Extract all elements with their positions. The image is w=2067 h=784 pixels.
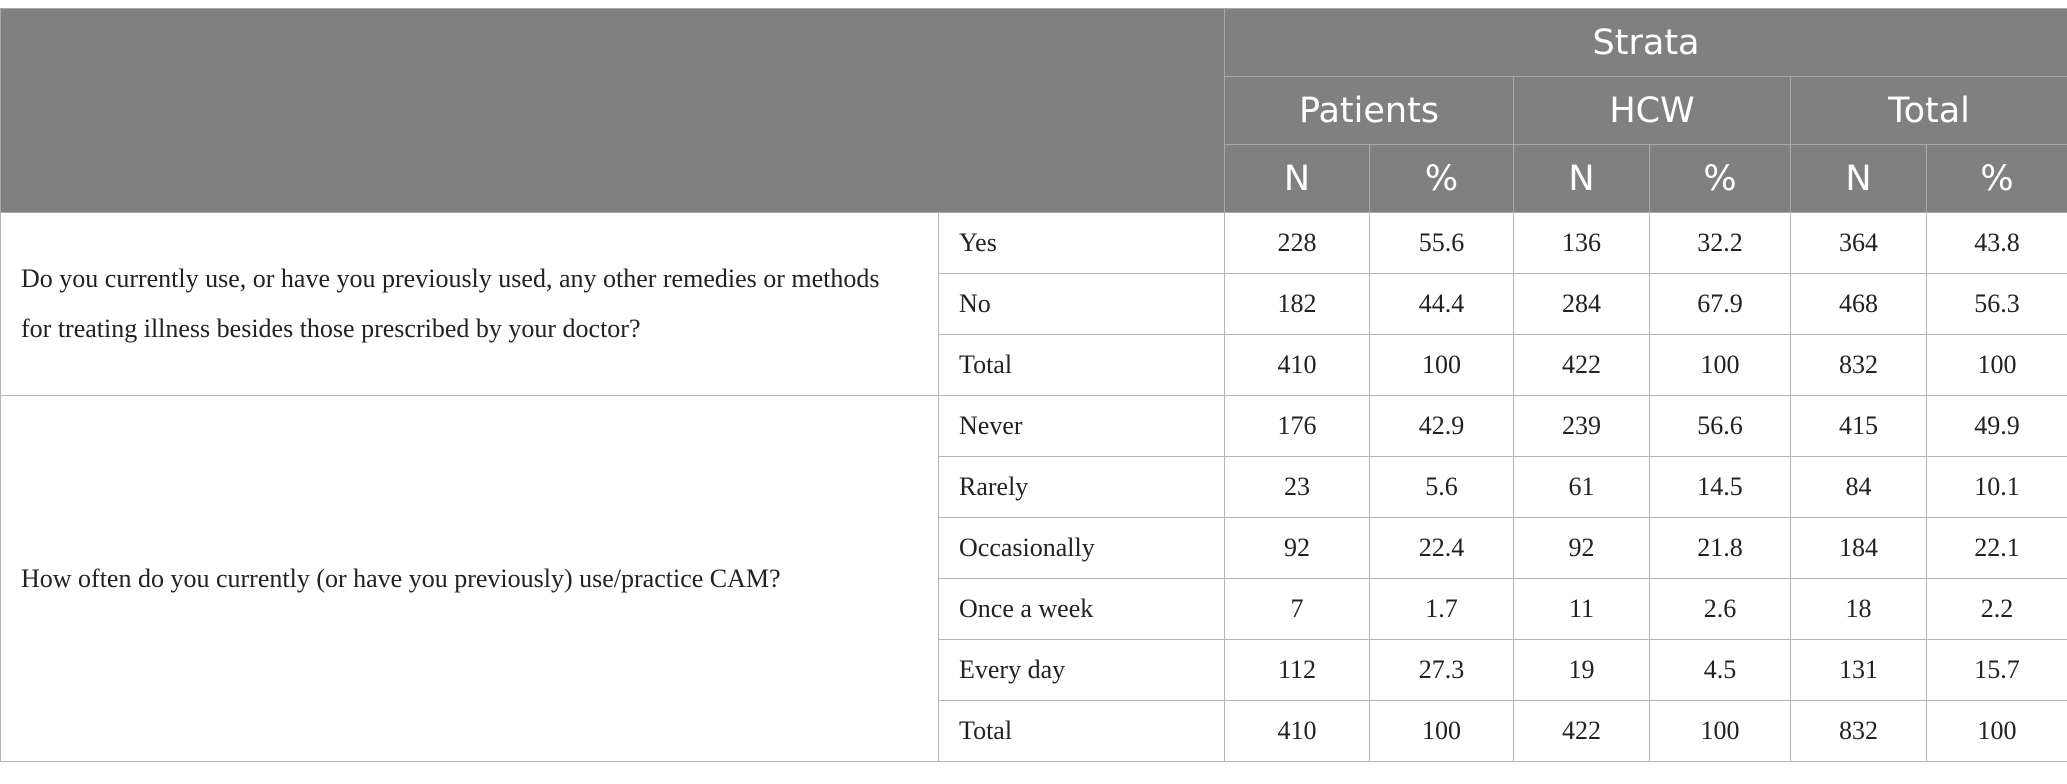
strata-header: Strata <box>1225 9 2067 77</box>
count-cell: 23 <box>1225 457 1370 518</box>
percent-cell: 21.8 <box>1650 518 1791 579</box>
col-header-n: N <box>1514 145 1650 213</box>
category-label: No <box>939 274 1225 335</box>
col-header-pct: % <box>1927 145 2067 213</box>
table-row <box>1 213 2067 274</box>
percent-cell: 56.3 <box>1927 274 2067 335</box>
percent-cell: 44.4 <box>1370 274 1514 335</box>
col-header-n: N <box>1225 145 1370 213</box>
percent-cell: 27.3 <box>1370 640 1514 701</box>
col-header-pct: % <box>1370 145 1514 213</box>
percent-cell: 43.8 <box>1927 213 2067 274</box>
count-cell: 84 <box>1791 457 1927 518</box>
count-cell: 131 <box>1791 640 1927 701</box>
count-cell: 92 <box>1225 518 1370 579</box>
question-cell: How often do you currently (or have you previously) use/practice CAM? <box>1 396 939 762</box>
count-cell: 92 <box>1514 518 1650 579</box>
category-label: Yes <box>939 213 1225 274</box>
count-cell: 832 <box>1791 335 1927 396</box>
percent-cell: 100 <box>1650 335 1791 396</box>
percent-cell: 1.7 <box>1370 579 1514 640</box>
percent-cell: 55.6 <box>1370 213 1514 274</box>
percent-cell: 32.2 <box>1650 213 1791 274</box>
count-cell: 410 <box>1225 335 1370 396</box>
col-header-pct: % <box>1650 145 1791 213</box>
category-label: Rarely <box>939 457 1225 518</box>
percent-cell: 22.4 <box>1370 518 1514 579</box>
table-row <box>1 396 2067 457</box>
percent-cell: 14.5 <box>1650 457 1791 518</box>
percent-cell: 42.9 <box>1370 396 1514 457</box>
count-cell: 284 <box>1514 274 1650 335</box>
percent-cell: 67.9 <box>1650 274 1791 335</box>
count-cell: 239 <box>1514 396 1650 457</box>
count-cell: 11 <box>1514 579 1650 640</box>
count-cell: 422 <box>1514 701 1650 762</box>
count-cell: 832 <box>1791 701 1927 762</box>
percent-cell: 49.9 <box>1927 396 2067 457</box>
table-header <box>1 9 2067 213</box>
count-cell: 176 <box>1225 396 1370 457</box>
count-cell: 468 <box>1791 274 1927 335</box>
col-header-n: N <box>1791 145 1927 213</box>
percent-cell: 4.5 <box>1650 640 1791 701</box>
count-cell: 364 <box>1791 213 1927 274</box>
percent-cell: 5.6 <box>1370 457 1514 518</box>
count-cell: 184 <box>1791 518 1927 579</box>
category-label: Total <box>939 335 1225 396</box>
cam-usage-table <box>0 8 2067 762</box>
category-label: Total <box>939 701 1225 762</box>
percent-cell: 15.7 <box>1927 640 2067 701</box>
group-header-patients: Patients <box>1225 77 1514 145</box>
category-label: Once a week <box>939 579 1225 640</box>
count-cell: 422 <box>1514 335 1650 396</box>
percent-cell: 100 <box>1927 335 2067 396</box>
count-cell: 7 <box>1225 579 1370 640</box>
percent-cell: 10.1 <box>1927 457 2067 518</box>
count-cell: 112 <box>1225 640 1370 701</box>
count-cell: 19 <box>1514 640 1650 701</box>
percent-cell: 100 <box>1650 701 1791 762</box>
category-label: Occasionally <box>939 518 1225 579</box>
category-label: Every day <box>939 640 1225 701</box>
percent-cell: 2.2 <box>1927 579 2067 640</box>
percent-cell: 100 <box>1370 701 1514 762</box>
count-cell: 415 <box>1791 396 1927 457</box>
header-blank <box>1 9 1225 213</box>
percent-cell: 100 <box>1370 335 1514 396</box>
category-label: Never <box>939 396 1225 457</box>
count-cell: 18 <box>1791 579 1927 640</box>
count-cell: 410 <box>1225 701 1370 762</box>
question-cell: Do you currently use, or have you previously used, any other remedies or methods for treating illness besides those prescribed by your doctor? <box>1 213 939 396</box>
table-body <box>1 213 2067 762</box>
percent-cell: 56.6 <box>1650 396 1791 457</box>
count-cell: 61 <box>1514 457 1650 518</box>
group-header-hcw: HCW <box>1514 77 1791 145</box>
count-cell: 182 <box>1225 274 1370 335</box>
percent-cell: 22.1 <box>1927 518 2067 579</box>
percent-cell: 100 <box>1927 701 2067 762</box>
count-cell: 136 <box>1514 213 1650 274</box>
percent-cell: 2.6 <box>1650 579 1791 640</box>
group-header-total: Total <box>1791 77 2067 145</box>
count-cell: 228 <box>1225 213 1370 274</box>
